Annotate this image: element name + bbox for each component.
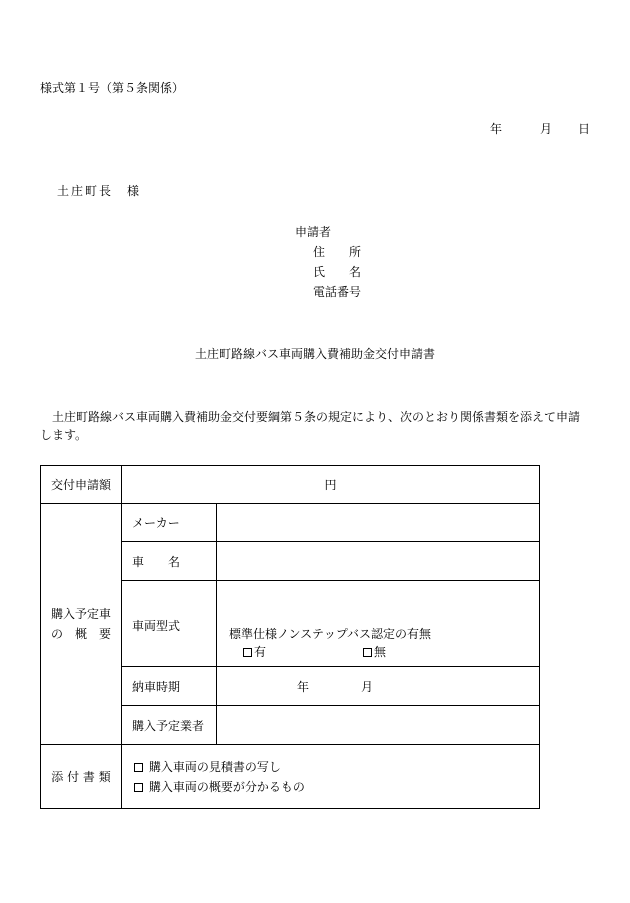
amount-row [41, 466, 540, 504]
body-text: 土庄町路線バス車両購入費補助金交付要綱第５条の規定により、次のとおり関係書類を添えて申請します。 [40, 410, 581, 442]
attachment-item-label: 購入車両の概要が分かるもの [148, 779, 305, 794]
application-table [40, 465, 540, 809]
delivery-field[interactable] [217, 667, 540, 706]
attachments-list [122, 745, 540, 809]
applicant-phone-label: 電話番号 [313, 285, 362, 299]
maker-row [41, 504, 540, 542]
applicant-name-label: 氏 名 [313, 265, 362, 279]
attachment-item[interactable] [122, 777, 539, 797]
date-day: 日 [578, 122, 591, 136]
date-line [490, 121, 590, 137]
amount-field[interactable] [122, 466, 540, 504]
model-field[interactable] [217, 581, 540, 667]
checkbox-yes-icon[interactable] [243, 648, 252, 657]
document-title: 土庄町路線バス車両購入費補助金交付申請書 [194, 347, 435, 361]
option-no[interactable] [363, 645, 386, 659]
applicant-address-label: 住 所 [313, 245, 362, 259]
vehicle-overview-label-line2: の 概 要 [50, 627, 111, 641]
attachments-row [41, 745, 540, 809]
nonstep-options [229, 643, 539, 661]
delivery-month: 月 [361, 679, 374, 694]
nonstep-question: 標準仕様ノンステップバス認定の有無 [229, 627, 431, 641]
vehicle-overview-label [41, 504, 122, 745]
delivery-year: 年 [297, 679, 310, 694]
vehicle-overview-label-line1: 購入予定車 [50, 607, 111, 621]
attachments-label: 添 付 書 類 [41, 745, 122, 809]
option-yes[interactable] [243, 643, 363, 661]
option-no-label: 無 [374, 645, 387, 659]
attachment-item[interactable] [122, 757, 539, 777]
maker-field[interactable] [217, 504, 540, 542]
car-name-field[interactable] [217, 542, 540, 581]
checkbox-no-icon[interactable] [363, 648, 372, 657]
date-month: 月 [540, 122, 553, 136]
form-number: 様式第１号（第５条関係） [40, 81, 185, 95]
date-year: 年 [490, 122, 503, 136]
attachment-item-label: 購入車両の見積書の写し [148, 759, 281, 774]
maker-label: メーカー [122, 504, 217, 542]
applicant-block [295, 222, 361, 302]
attachment-checkbox-icon[interactable] [134, 783, 143, 792]
amount-label: 交付申請額 [41, 466, 122, 504]
model-label: 車両型式 [122, 581, 217, 667]
car-name-label: 車 名 [122, 542, 217, 581]
option-yes-label: 有 [254, 645, 267, 659]
delivery-label: 納車時期 [122, 667, 217, 706]
applicant-title: 申請者 [295, 225, 332, 239]
amount-unit: 円 [324, 478, 337, 492]
addressee: 土庄町長 様 [57, 184, 142, 198]
vendor-field[interactable] [217, 706, 540, 745]
attachment-checkbox-icon[interactable] [134, 763, 143, 772]
vendor-label: 購入予定業者 [122, 706, 217, 745]
